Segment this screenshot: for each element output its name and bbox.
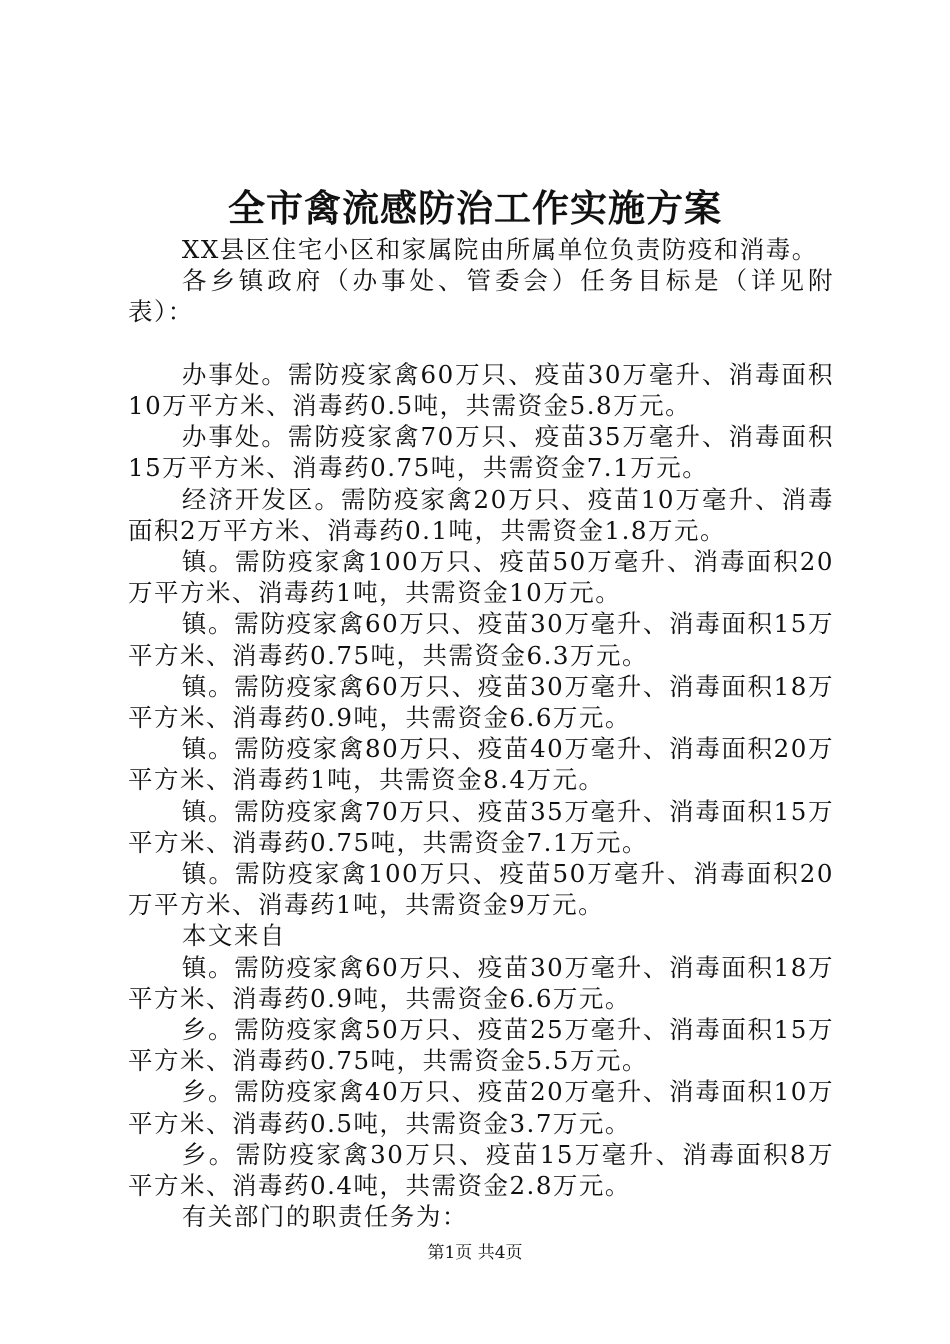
- paragraph-13: 本文来自: [181, 921, 286, 951]
- paragraph-18: 有关部门的职责任务为：: [181, 1202, 468, 1232]
- page-footer: 第1页 共4页: [427, 1243, 523, 1263]
- paragraph-10: 镇。需防疫家禽80万只、疫苗40万毫升、消毒面积20万平方米、消毒药1吨，共需资金8.4万元。: [128, 734, 834, 795]
- document-title: 全市禽流感防治工作实施方案: [228, 186, 722, 230]
- paragraph-14: 镇。需防疫家禽60万只、疫苗30万毫升、消毒面积18万平方米、消毒药0.9吨，共需资金6.6万元。: [128, 952, 834, 1013]
- paragraph-8: 镇。需防疫家禽60万只、疫苗30万毫升、消毒面积15万平方米、消毒药0.75吨，共需资金6.3万元。: [128, 609, 834, 670]
- paragraph-spacer: [128, 328, 834, 359]
- paragraph-5: 办事处。需防疫家禽70万只、疫苗35万毫升、消毒面积15万平方米、消毒药0.75吨，共需资金7.1万元。: [128, 422, 834, 483]
- paragraph-15: 乡。需防疫家禽50万只、疫苗25万毫升、消毒面积15万平方米、消毒药0.75吨，共需资金5.5万元。: [128, 1015, 834, 1076]
- paragraph-9: 镇。需防疫家禽60万只、疫苗30万毫升、消毒面积18万平方米、消毒药0.9吨，共需资金6.6万元。: [128, 671, 834, 733]
- paragraph-6: 经济开发区。需防疫家禽20万只、疫苗10万毫升、消毒面积2万平方米、消毒药0.1吨，共需资金1.8万元。: [128, 484, 834, 545]
- document-body: [128, 234, 834, 1232]
- paragraph-16: 乡。需防疫家禽40万只、疫苗20万毫升、消毒面积10万平方米、消毒药0.5吨，共需资金3.7万元。: [128, 1077, 834, 1138]
- paragraph-17: 乡。需防疫家禽30万只、疫苗15万毫升、消毒面积8万平方米、消毒药0.4吨，共需资金2.8万元。: [128, 1139, 834, 1201]
- paragraph-12: 镇。需防疫家禽100万只、疫苗50万毫升、消毒面积20万平方米、消毒药1吨，共需资金9万元。: [128, 859, 834, 920]
- paragraph-2: 各乡镇政府（办事处、管委会）任务目标是（详见附表）：: [128, 266, 834, 327]
- paragraph-1: XX县区住宅小区和家属院由所属单位负责防疫和消毒。: [181, 235, 818, 264]
- paragraph-11: 镇。需防疫家禽70万只、疫苗35万毫升、消毒面积15万平方米、消毒药0.75吨，共需资金7.1万元。: [128, 796, 834, 857]
- paragraph-4: 办事处。需防疫家禽60万只、疫苗30万毫升、消毒面积10万平方米、消毒药0.5吨，共需资金5.8万元。: [128, 359, 834, 420]
- paragraph-7: 镇。需防疫家禽100万只、疫苗50万毫升、消毒面积20万平方米、消毒药1吨，共需资金10万元。: [128, 547, 834, 608]
